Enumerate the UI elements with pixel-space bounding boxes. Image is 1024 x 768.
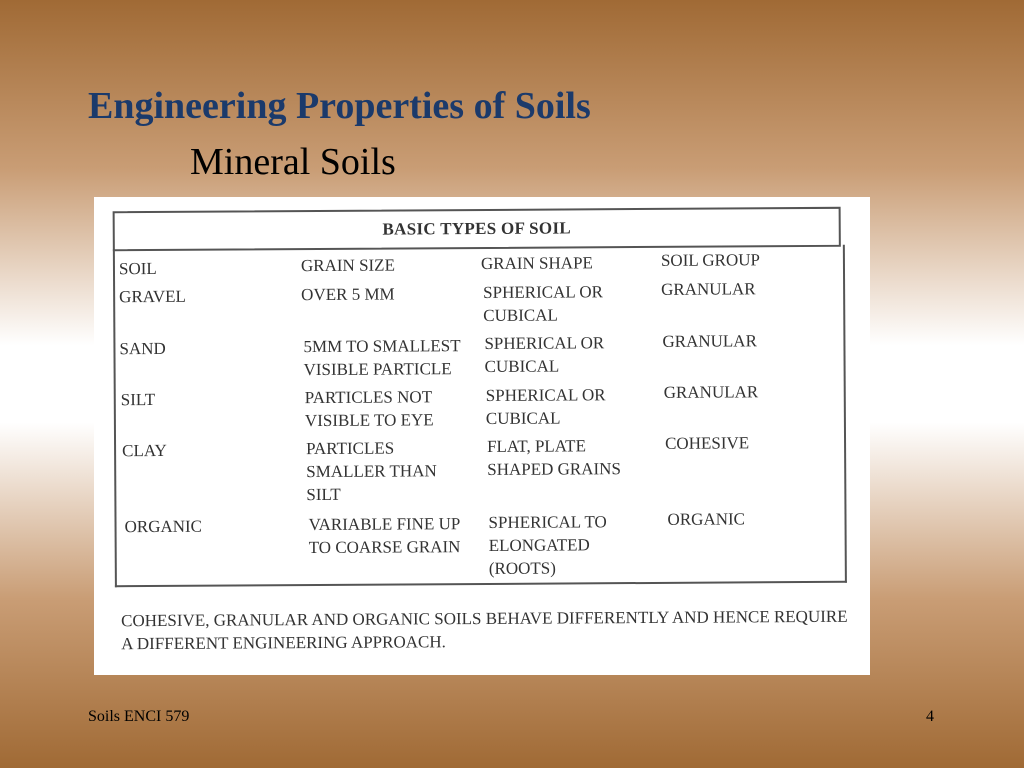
table-cell-soil: SAND (119, 338, 166, 359)
table-cell-soil: SILT (120, 389, 156, 410)
table-cell-grain-shape: FLAT, PLATE SHAPED GRAINS (487, 436, 621, 479)
slide-subtitle: Mineral Soils (190, 141, 396, 183)
table-cell-grain-shape: SPHERICAL OR CUBICAL (485, 385, 606, 428)
column-header-grain-size: GRAIN SIZE (300, 255, 395, 276)
table-cell-soil: GRAVEL (119, 286, 186, 307)
table-footnote: COHESIVE, GRANULAR AND ORGANIC SOILS BEHAVE DIFFERENTLY AND HENCE REQUIRE A DIFFERENT ENGINEERING APPROACH. (121, 606, 848, 654)
table-cell-grain-shape: SPHERICAL TO ELONGATED (ROOTS) (488, 512, 607, 578)
table-cell-grain-size: 5MM TO SMALLEST VISIBLE PARTICLE (303, 336, 461, 380)
table-cell-soil-group: GRANULAR (661, 279, 756, 299)
soil-types-table (113, 245, 847, 587)
table-cell-soil-group: ORGANIC (667, 509, 746, 529)
footer-course-label: Soils ENCI 579 (88, 708, 190, 725)
table-cell-soil-group: GRANULAR (663, 382, 759, 402)
table-cell-grain-size: PARTICLES NOT VISIBLE TO EYE (304, 387, 434, 431)
table-cell-grain-size: VARIABLE FINE UP TO COARSE GRAIN (308, 514, 461, 558)
table-cell-soil-group: GRANULAR (662, 331, 757, 351)
table-caption: BASIC TYPES OF SOIL (113, 207, 841, 251)
table-cell-grain-shape: SPHERICAL OR CUBICAL (484, 333, 605, 376)
slide-page-number: 4 (926, 708, 934, 725)
table-cell-soil-group: COHESIVE (664, 433, 750, 453)
column-header-soil-group: SOIL GROUP (660, 250, 761, 270)
table-cell-grain-size: OVER 5 MM (301, 284, 395, 305)
table-cell-soil: CLAY (122, 440, 167, 461)
table-cell-grain-size: PARTICLES SMALLER THAN SILT (306, 438, 437, 505)
slide-title: Engineering Properties of Soils (88, 85, 591, 127)
column-header-soil: SOIL (118, 258, 157, 279)
table-cell-soil: ORGANIC (124, 516, 203, 537)
table-cell-grain-shape: SPHERICAL OR CUBICAL (483, 282, 603, 325)
scanned-soil-table-image (94, 197, 870, 675)
column-header-grain-shape: GRAIN SHAPE (480, 253, 593, 274)
